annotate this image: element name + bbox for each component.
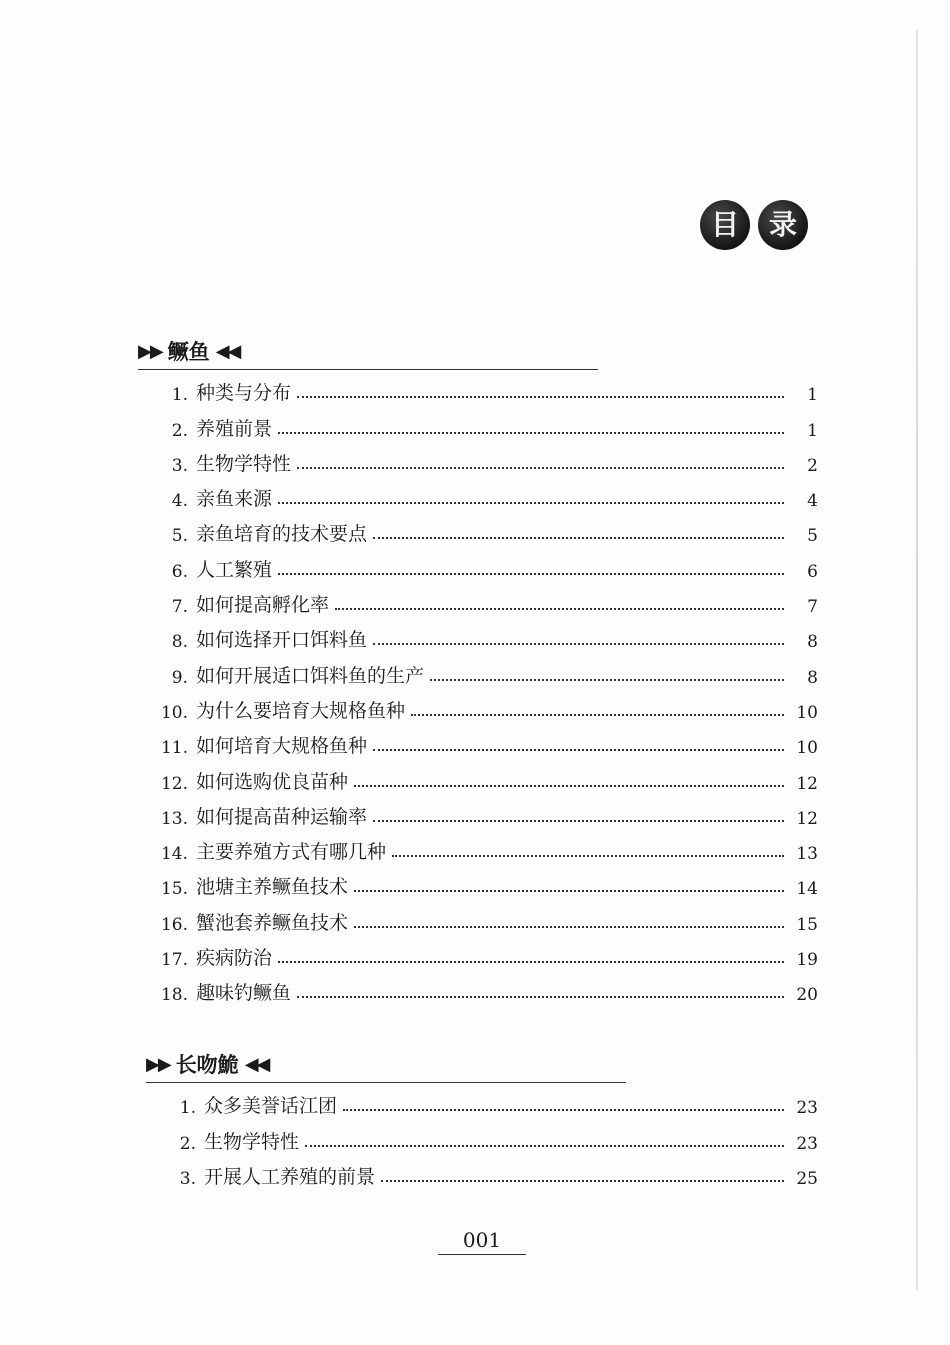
dot-leader [278, 502, 784, 504]
left-arrows-icon: ◀◀ [215, 340, 240, 362]
toc-entry[interactable] [148, 970, 818, 1005]
dot-leader [343, 1109, 784, 1111]
toc-entry[interactable] [156, 1118, 818, 1153]
entry-title: 养殖前景 [196, 417, 273, 440]
toc-entry[interactable] [148, 899, 818, 934]
dot-leader [411, 714, 784, 716]
entry-page-number: 6 [807, 561, 818, 582]
toc-list [156, 1083, 818, 1189]
entry-number: 13. [160, 808, 188, 829]
toc-entry[interactable] [148, 864, 818, 899]
entry-number: 3. [171, 455, 188, 476]
toc-entry[interactable] [148, 723, 818, 758]
entry-title: 如何选购优良苗种 [196, 770, 349, 793]
entry-number: 17. [160, 950, 188, 971]
entry-title: 如何培育大规格鱼种 [196, 735, 368, 758]
dot-leader [373, 537, 784, 539]
dot-leader [278, 573, 784, 575]
section-heading-text: 长吻鮠 [175, 1053, 239, 1077]
entry-number: 12. [160, 773, 188, 794]
entry-title: 生物学特性 [196, 452, 292, 475]
entry-number: 3. [179, 1168, 196, 1189]
dot-leader [278, 432, 784, 434]
toc-entry[interactable] [156, 1083, 818, 1118]
toc-entry[interactable] [148, 758, 818, 793]
entry-title: 种类与分布 [196, 382, 292, 405]
toc-entry[interactable] [148, 405, 818, 440]
dot-leader [354, 890, 784, 892]
entry-number: 1. [179, 1098, 196, 1119]
dot-leader [278, 961, 784, 963]
dot-leader [373, 643, 784, 645]
entry-title: 趣味钓鳜鱼 [196, 982, 292, 1005]
dot-leader [305, 1145, 784, 1147]
entry-page-number: 12 [796, 808, 818, 829]
entry-number: 14. [160, 844, 188, 865]
entry-page-number: 23 [796, 1098, 818, 1119]
entry-number: 15. [160, 879, 188, 900]
entry-page-number: 14 [796, 879, 818, 900]
dot-leader [297, 996, 784, 998]
entry-title: 疾病防治 [196, 947, 273, 970]
dot-leader [354, 785, 784, 787]
entry-page-number: 19 [796, 950, 818, 971]
entry-title: 如何提高孵化率 [196, 594, 330, 617]
entry-page-number: 25 [796, 1168, 818, 1189]
dot-leader [354, 926, 784, 928]
entry-number: 9. [171, 667, 188, 688]
entry-page-number: 5 [807, 526, 818, 547]
section-heading [138, 335, 598, 370]
entry-title: 亲鱼培育的技术要点 [196, 523, 368, 546]
toc-entry[interactable] [148, 511, 818, 546]
entry-title: 开展人工养殖的前景 [204, 1165, 376, 1188]
entry-number: 10. [160, 702, 188, 723]
entry-title: 亲鱼来源 [196, 488, 273, 511]
dot-leader [297, 467, 784, 469]
toc-entry[interactable] [156, 1154, 818, 1189]
toc-entry[interactable] [148, 829, 818, 864]
entry-page-number: 1 [807, 385, 818, 406]
right-arrows-icon: ▶▶ [138, 340, 162, 362]
entry-page-number: 1 [807, 420, 818, 441]
entry-title: 如何开展适口饵料鱼的生产 [196, 664, 425, 687]
entry-page-number: 10 [796, 702, 818, 723]
entry-title: 如何选择开口饵料鱼 [196, 629, 368, 652]
toc-entry[interactable] [148, 582, 818, 617]
entry-title: 人工繁殖 [196, 558, 273, 581]
entry-page-number: 8 [807, 667, 818, 688]
toc-entry[interactable] [148, 794, 818, 829]
entry-number: 2. [179, 1133, 196, 1154]
entry-title: 如何提高苗种运输率 [196, 805, 368, 828]
entry-title: 生物学特性 [204, 1130, 300, 1153]
page-number: 001 [438, 1228, 526, 1255]
toc-entry[interactable] [148, 935, 818, 970]
section-heading-text: 鳜鱼 [167, 340, 210, 364]
toc-entry[interactable] [148, 441, 818, 476]
entry-title: 为什么要培育大规格鱼种 [196, 699, 406, 722]
title-char-1: 目 [700, 200, 750, 250]
toc-section-1 [138, 335, 818, 1005]
entry-page-number: 13 [796, 844, 818, 865]
entry-number: 18. [160, 985, 188, 1006]
entry-number: 1. [171, 385, 188, 406]
toc-entry[interactable] [148, 688, 818, 723]
entry-number: 4. [171, 491, 188, 512]
toc-entry[interactable] [148, 370, 818, 405]
toc-entry[interactable] [148, 476, 818, 511]
toc-list [148, 370, 818, 1005]
section-heading [146, 1048, 626, 1083]
entry-number: 8. [171, 632, 188, 653]
entry-page-number: 8 [807, 632, 818, 653]
entry-page-number: 12 [796, 773, 818, 794]
entry-number: 6. [171, 561, 188, 582]
dot-leader [392, 855, 784, 857]
toc-entry[interactable] [148, 652, 818, 687]
entry-title: 池塘主养鳜鱼技术 [196, 876, 349, 899]
toc-section-2 [146, 1048, 818, 1189]
entry-number: 5. [171, 526, 188, 547]
dot-leader [381, 1180, 784, 1182]
entry-page-number: 10 [796, 738, 818, 759]
dot-leader [335, 608, 784, 610]
entry-title: 蟹池套养鳜鱼技术 [196, 911, 349, 934]
entry-page-number: 4 [807, 491, 818, 512]
entry-title: 众多美誉话江团 [204, 1095, 338, 1118]
toc-entry[interactable] [148, 546, 818, 581]
dot-leader [373, 820, 784, 822]
entry-number: 7. [171, 597, 188, 618]
toc-entry[interactable] [148, 617, 818, 652]
entry-page-number: 7 [807, 597, 818, 618]
entry-page-number: 2 [807, 455, 818, 476]
dot-leader [430, 679, 784, 681]
entry-number: 11. [160, 738, 188, 759]
page-title [700, 200, 808, 250]
right-arrows-icon: ▶▶ [146, 1053, 170, 1075]
left-arrows-icon: ◀◀ [244, 1053, 269, 1075]
dot-leader [297, 396, 784, 398]
entry-number: 2. [171, 420, 188, 441]
entry-number: 16. [160, 914, 188, 935]
entry-page-number: 23 [796, 1133, 818, 1154]
entry-page-number: 15 [796, 914, 818, 935]
entry-page-number: 20 [796, 985, 818, 1006]
title-char-2: 录 [758, 200, 808, 250]
entry-title: 主要养殖方式有哪几种 [196, 841, 387, 864]
dot-leader [373, 749, 784, 751]
scan-edge [916, 30, 918, 1290]
